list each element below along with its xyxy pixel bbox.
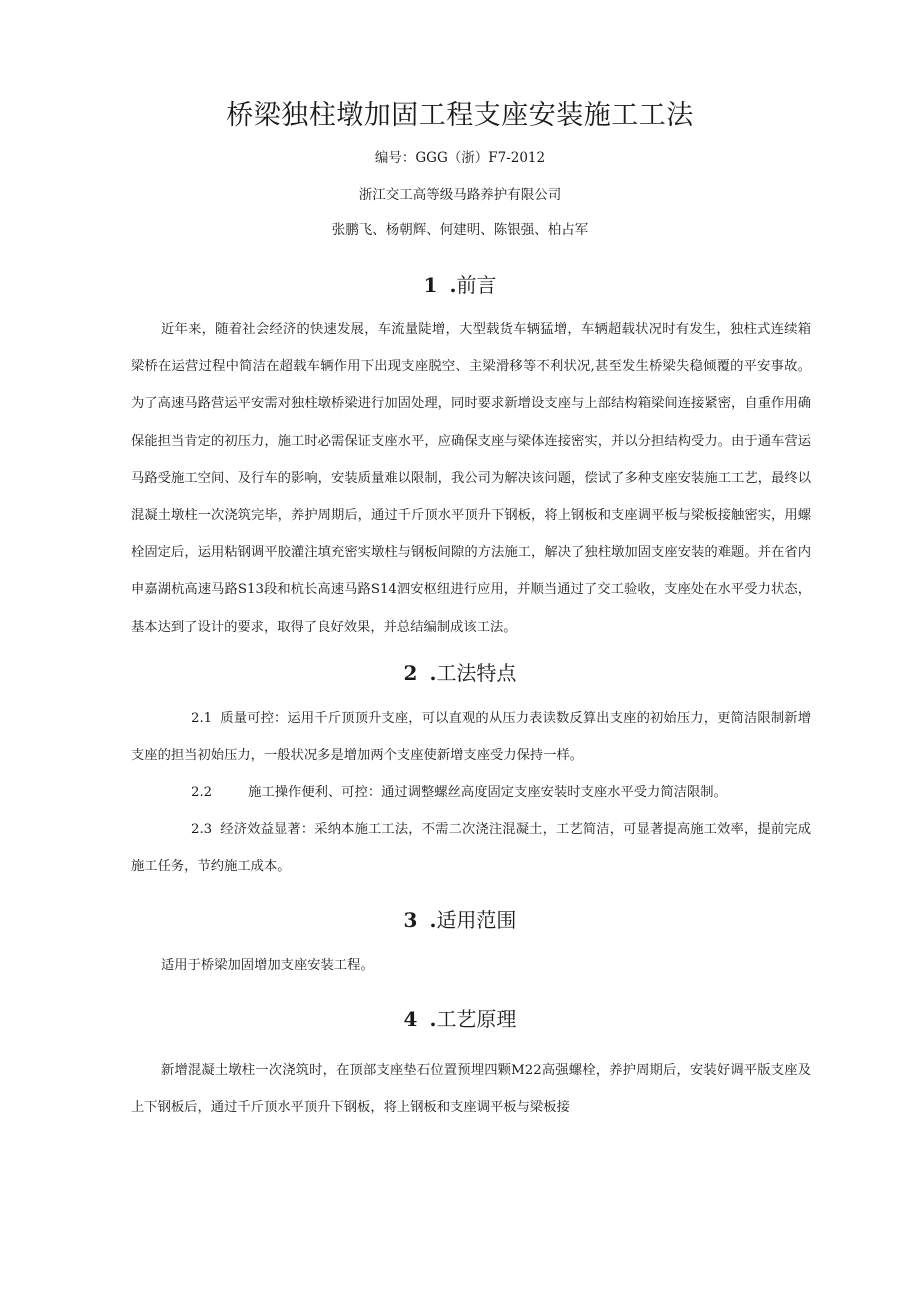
section-number: 4: [403, 1007, 418, 1031]
section-heading-4: [0, 1005, 920, 1033]
section-separator: .: [449, 273, 457, 297]
feature-item-quality: [131, 700, 811, 774]
document-code: 编号：GGG（浙）F7-2012: [374, 150, 546, 166]
section-number: 1: [423, 273, 438, 297]
item-text: 质量可控：运用千斤顶顶升支座，可以直观的从压力表读数反算出支座的初始压力，更简洁限制新增支座的担当初始压力，一般状况多是增加两个支座使新增支座受力保持一样。: [131, 711, 811, 764]
section-title: 适用范围: [436, 908, 517, 932]
item-label: 2.3: [191, 822, 213, 837]
section-separator: .: [429, 908, 437, 932]
section-number: 2: [403, 661, 418, 685]
item-label: 2.1: [191, 711, 213, 726]
author-list: 张鹏飞、杨朝辉、何建明、陈银强、柏占军: [331, 222, 589, 238]
section-3-paragraph: 适用于桥梁加固增加支座安装工程。: [161, 958, 374, 973]
section-separator: .: [429, 661, 437, 685]
section-number: 3: [403, 908, 418, 932]
section-heading-1: [0, 271, 920, 299]
section-title: 工法特点: [436, 661, 517, 685]
section-title: 前言: [456, 273, 497, 297]
item-text: 经济效益显著：采纳本施工工法，不需二次浇注混凝土，工艺简洁，可显著提高施工效率，提前完成施工任务，节约施工成本。: [131, 822, 811, 875]
section-title: 工艺原理: [436, 1007, 517, 1031]
section-heading-2: [0, 659, 920, 687]
feature-item-economy: [131, 811, 811, 885]
section-1-paragraph: 近年来，随着社会经济的快速发展，车流量陡增，大型载货车辆猛增，车辆超载状况时有发生，独柱式连续箱梁桥在运营过程中简洁在超载车辆作用下出现支座脱空、主梁滑移等不利状况,甚至发生桥梁失稳倾覆的平安事故。为了高速马路营运平安需对独柱墩桥梁进行加固处理，同时要求新增设支座与上部结构箱梁间连接紧密，自重作用确保能担当肯定的初压力，施工时必需保证支座水平，应确保支座与梁体连接密实，并以分担结构受力。由于通车营运马路受施工空间、及行车的影响，安装质量难以限制，我公司为解决该问题，偿试了多种支座安装施工工艺，最终以混凝土墩柱一次浇筑完毕，养护周期后，通过千斤顶水平顶升下钢板，将上钢板和支座调平板与梁板接触密实，用螺栓固定后，运用粘钢调平胶灌注填充密实墩柱与钢板间隙的方法施工，解决了独柱墩加固支座安装的难题。并在省内申嘉湖杭高速马路S13段和杭长高速马路S14泗安枢纽进行应用，并顺当通过了交工验收，支座处在水平受力状态，基本达到了设计的要求，取得了良好效果，并总结编制成该工法。: [131, 322, 811, 635]
organization-name: 浙江交工高等级马路养护有限公司: [358, 187, 562, 203]
section-heading-3: [0, 906, 920, 934]
section-separator: .: [429, 1007, 437, 1031]
section-4-paragraph: 新增混凝土墩柱一次浇筑时，在顶部支座垫石位置预埋四颗M22高强螺栓，养护周期后，安装好调平版支座及上下钢板后，通过千斤顶水平顶升下钢板，将上钢板和支座调平板与梁板接: [131, 1063, 811, 1115]
item-text: 施工操作便利、可控：通过调整螺丝高度固定支座安装时支座水平受力简洁限制。: [248, 785, 727, 800]
document-title: 桥梁独柱墩加固工程支座安装施工工法: [226, 100, 694, 131]
item-label: 2.2: [191, 785, 213, 800]
feature-item-operation: [131, 774, 811, 811]
